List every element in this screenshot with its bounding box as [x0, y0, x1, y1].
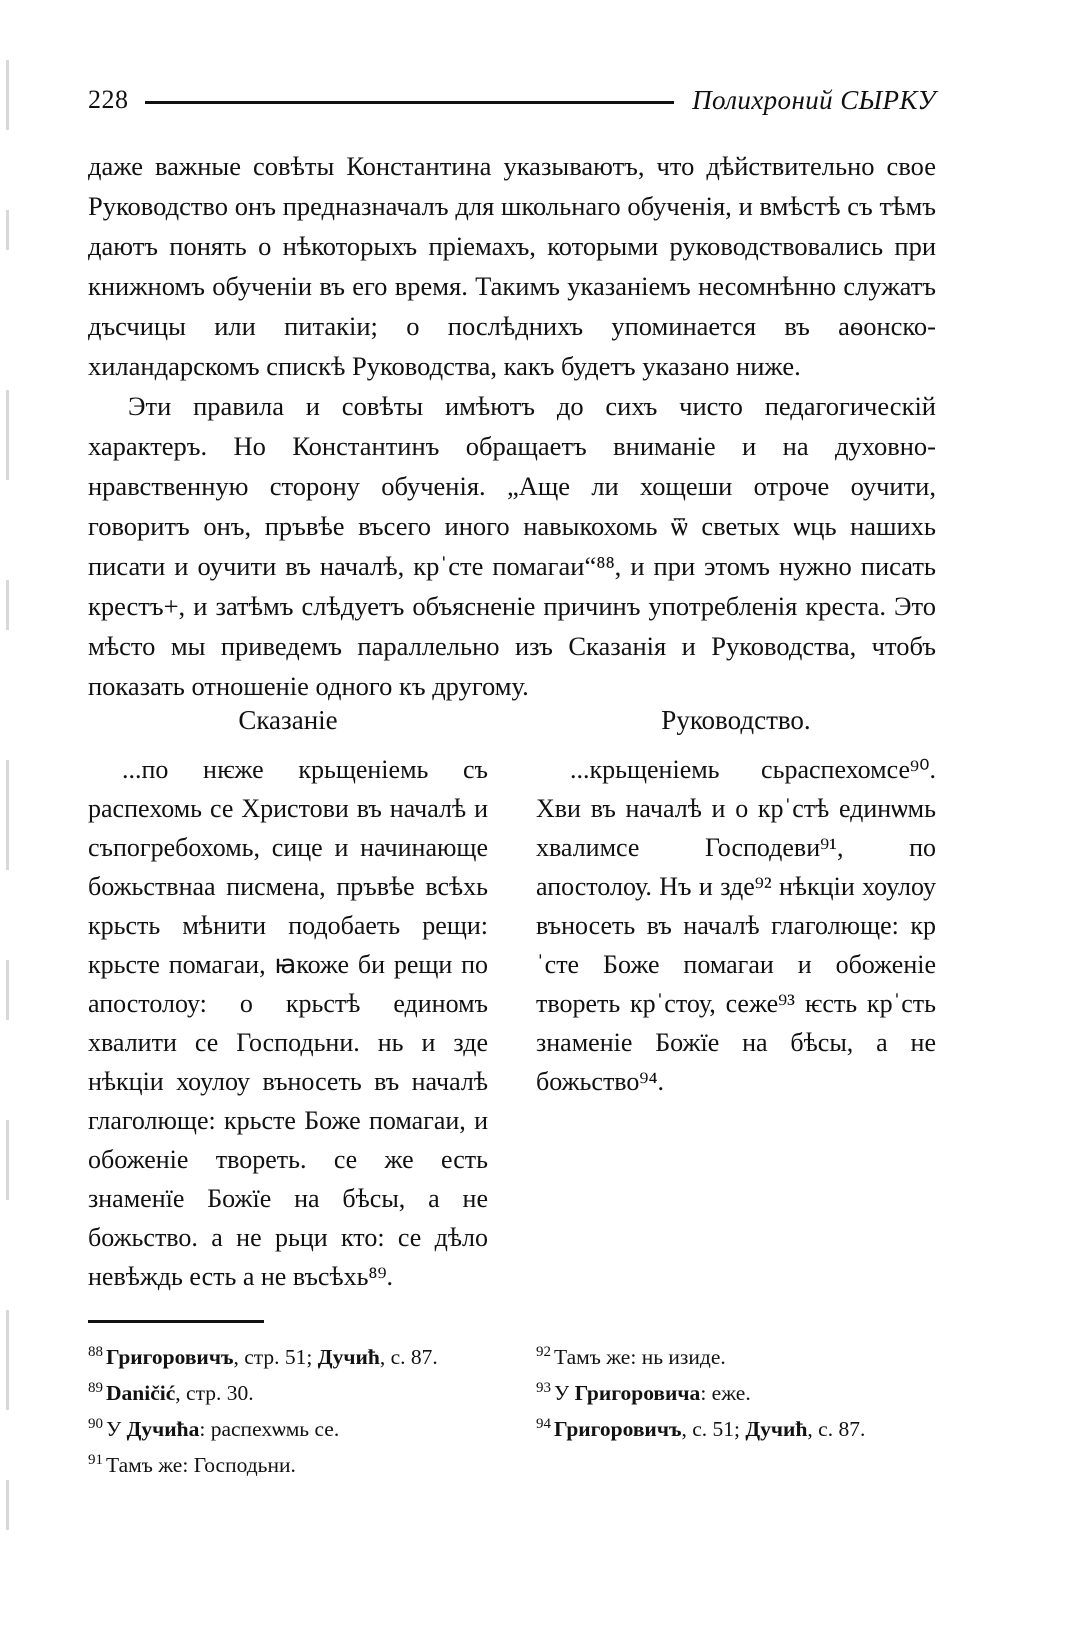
body-text [88, 146, 936, 706]
footnote-number: 94 [536, 1415, 551, 1432]
footnote-text: У [106, 1416, 127, 1441]
footnote-text: У [554, 1380, 575, 1405]
footnote [88, 1337, 488, 1373]
footnote-author: Григоровича [574, 1380, 701, 1405]
footnote-author: Григоровичъ [106, 1344, 234, 1369]
column-heading: Сказаніе [238, 705, 338, 735]
footnote-text: : распехѡмь се. [199, 1416, 340, 1441]
footnote-number: 93 [536, 1379, 551, 1396]
footnote [536, 1409, 936, 1445]
parallel-columns [88, 700, 936, 1296]
footnote-text: , с. 51; [681, 1416, 746, 1441]
footnote-number: 89 [88, 1379, 103, 1396]
footnote-text: , стр. 30. [175, 1380, 254, 1405]
column-skazanie [88, 700, 488, 1296]
footnote [536, 1337, 936, 1373]
footnotes-left-column [88, 1337, 488, 1482]
footnote-text: Тамъ же: Господьни. [106, 1453, 296, 1478]
footnote-text: , стр. 51; [233, 1344, 318, 1369]
footnotes-area [88, 1320, 936, 1481]
footnote-number: 91 [88, 1451, 103, 1468]
header-rule [145, 101, 675, 104]
footnotes-right-column [536, 1337, 936, 1482]
footnote-author: Дучиħа [126, 1416, 200, 1441]
column-rukovodstvo [536, 700, 936, 1296]
footnote [88, 1373, 488, 1409]
footnote [536, 1373, 936, 1409]
footnote-text: , с. 87. [807, 1416, 866, 1441]
footnote-author: Дучић [745, 1416, 808, 1441]
footnote-author: Daničić [106, 1380, 176, 1405]
footnote-separator-rule [88, 1320, 264, 1323]
page-number: 228 [88, 85, 129, 114]
running-title: Полихроний СЫРКУ [692, 84, 936, 115]
page-header [88, 78, 936, 122]
paragraph: даже важные совѣты Константина указываютъ, что дѣйствительно свое Руководство онъ предназначалъ для школьнаго обученія, и вмѣстѣ съ тѣмъ даютъ понять о нѣкоторыхъ пріемахъ, которыми руководствовались при книжномъ обученіи въ его время. Такимъ указаніемъ несомнѣнно служатъ дъсчицы или питакіи; о послѣднихъ упоминается въ аѳонско-хиландарскомъ спискѣ Руководства, какъ будетъ указано ниже. [88, 151, 936, 381]
footnote-number: 90 [88, 1415, 103, 1432]
footnote-number: 92 [536, 1343, 551, 1360]
footnote-text: : еже. [700, 1380, 751, 1405]
column-text: ...по нѥже крьщеніемь съ распехомь се Христови въ началѣ и съпогребохомь, сице и начинающе божьствнаа писмена, пръвѣе всѣхь крьсть мѣнити подобаеть рещи: крьсте помагаи, ꙗкоже би рещи по апостолоу: о крьстѣ единомъ хвалити се Господьни. нь и зде нѣкціи хоулоу въносеть въ началѣ глаголюще: крьсте Боже помагаи, и обоженіе твореть. се же есть знаменїе Божїе на бѣсы, а не божьство. а не рьци кто: се дѣло невѣждь есть а не въсѣхь⁸⁹. [88, 755, 488, 1291]
footnote-number: 88 [88, 1343, 103, 1360]
footnote [88, 1409, 488, 1445]
scan-edge-marks [6, 60, 10, 1560]
footnote-text: , с. 87. [379, 1344, 438, 1369]
footnote [88, 1445, 488, 1481]
column-text: ...крьщеніемь сьраспехомсе⁹⁰. Хви въ началѣ и о крˈстѣ единѡмь хвалимсе Господеви⁹¹, по апостолоу. Нъ и зде⁹² нѣкціи хоулоу въносеть въ началѣ глаголюще: крˈсте Боже помагаи и обоженіе твореть крˈстоу, сеже⁹³ ѥсть крˈсть знаменіе Божїе на бѣсы, а не божьство⁹⁴. [536, 755, 936, 1096]
footnote-author: Григоровичъ [554, 1416, 682, 1441]
footnote-author: Дучић [317, 1344, 380, 1369]
footnote-text: Тамъ же: нь изиде. [554, 1344, 726, 1369]
column-heading: Руководство. [661, 705, 811, 735]
paragraph: Эти правила и совѣты имѣютъ до сихъ чисто педагогическій характеръ. Но Константинъ обращаетъ вниманіе и на духовно-нравственную сторону обученія. „Аще ли хощеши отроче оучити, говоритъ онъ, пръвѣе въсего иного навыкохомь ѿ светых ѡць нашихь писати и оучити въ началѣ, крˈсте помагаи“⁸⁸, и при этомъ нужно писать крестъ+, и затѣмъ слѣдуетъ объясненіе причинъ употребленія креста. Это мѣсто мы приведемъ параллельно изъ Сказанія и Руководства, чтобъ показать отношеніе одного къ другому. [88, 391, 936, 701]
